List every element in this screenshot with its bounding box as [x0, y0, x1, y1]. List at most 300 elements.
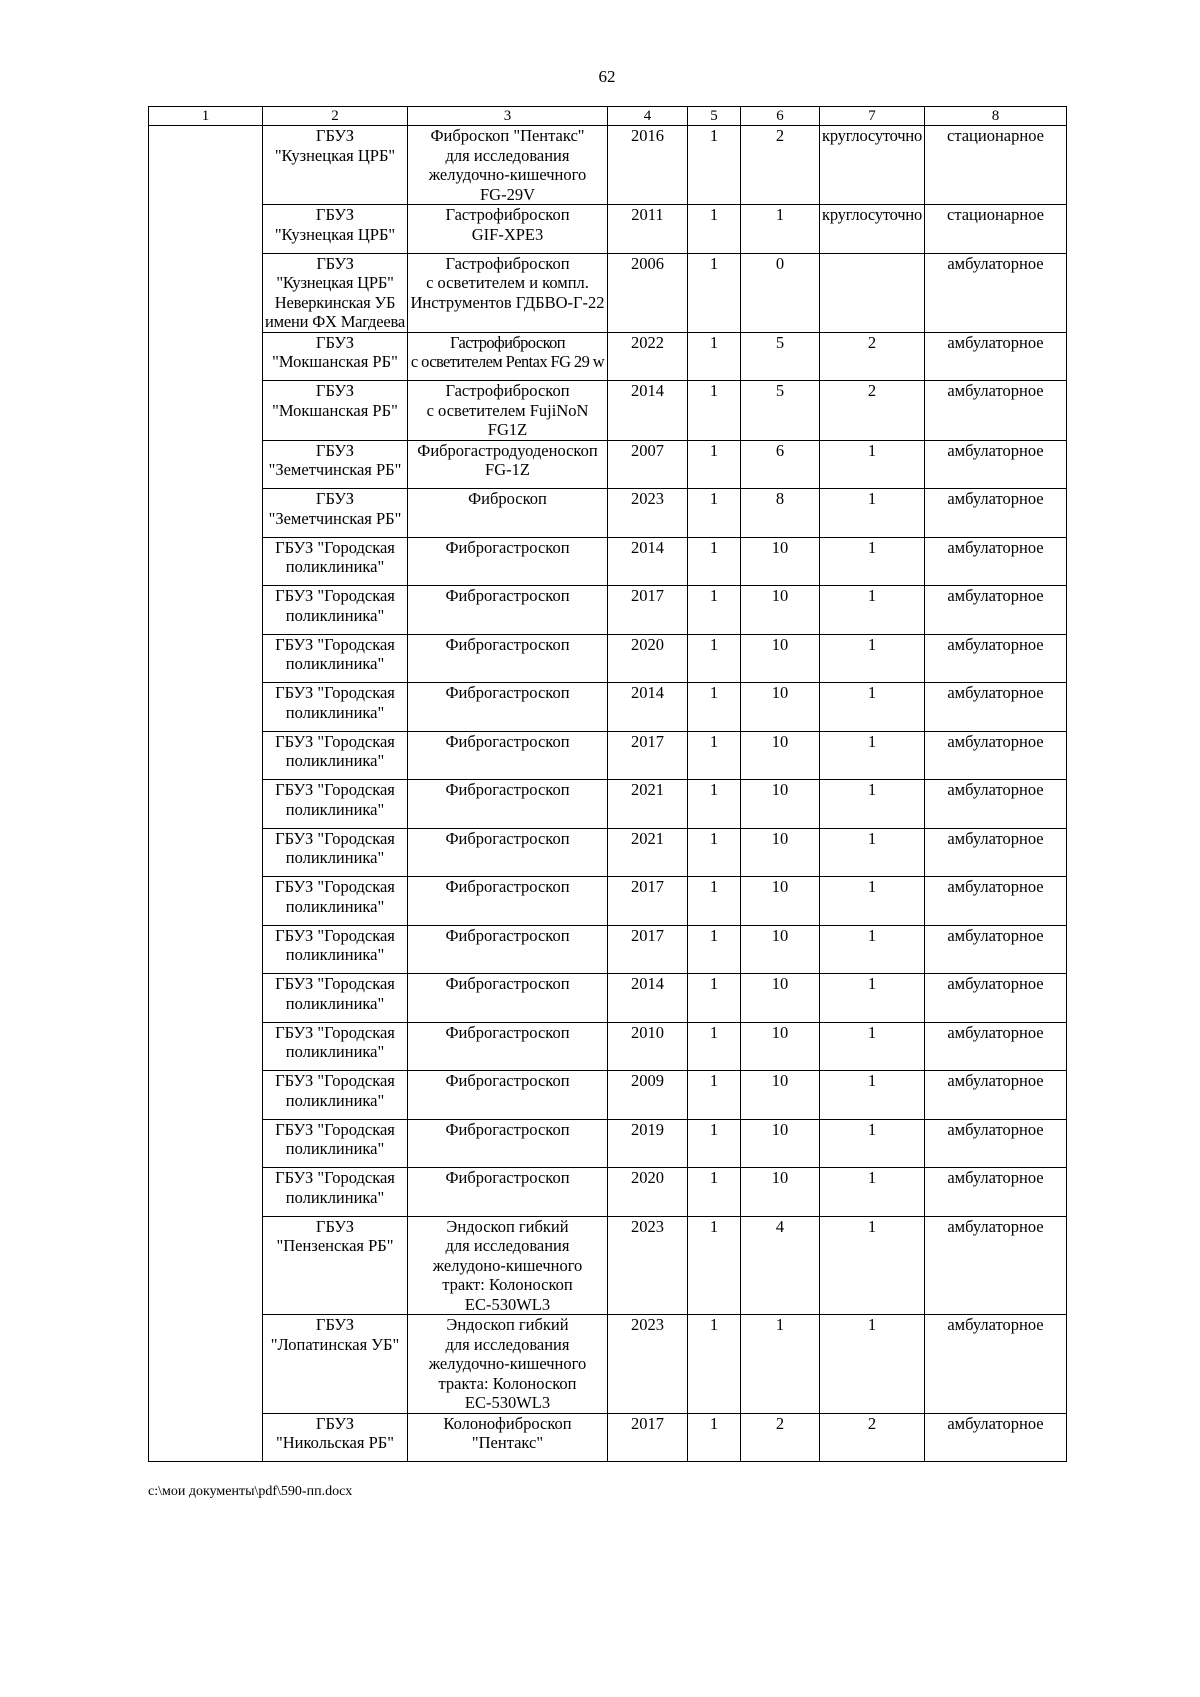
year-cell	[608, 253, 688, 332]
col7-cell	[820, 1071, 925, 1120]
col6-cell-text: 10	[771, 586, 789, 605]
year-cell	[608, 877, 688, 926]
organization-cell	[263, 1168, 408, 1217]
col6-cell	[741, 974, 820, 1023]
year-cell	[608, 683, 688, 732]
table-row	[149, 1022, 1067, 1071]
page-number: 62	[598, 67, 616, 86]
header-cell-3: 3	[408, 107, 608, 126]
col5-cell	[688, 126, 741, 205]
equipment-cell-text: Гастрофиброскоп с осветителем и компл. Инструментов ГДБВО-Г-22	[410, 253, 605, 312]
year-cell	[608, 586, 688, 635]
equipment-cell	[408, 925, 608, 974]
col6-cell	[741, 1022, 820, 1071]
table-row	[149, 537, 1067, 586]
col8-cell-text: стационарное	[947, 205, 1044, 224]
year-cell	[608, 126, 688, 205]
header-cell-6: 6	[741, 107, 820, 126]
col7-cell	[820, 1216, 925, 1315]
col5-cell	[688, 1413, 741, 1462]
col7-cell	[820, 634, 925, 683]
col6-cell	[741, 537, 820, 586]
col6-cell	[741, 1413, 820, 1462]
col5-cell	[688, 537, 741, 586]
year-cell-text: 2017	[631, 877, 664, 896]
col6-cell	[741, 925, 820, 974]
organization-cell	[263, 974, 408, 1023]
equipment-cell	[408, 877, 608, 926]
col6-cell-text: 10	[771, 634, 789, 654]
table-row	[149, 828, 1067, 877]
equipment-cell	[408, 1119, 608, 1168]
organization-cell	[263, 828, 408, 877]
year-cell	[608, 974, 688, 1023]
col6-cell-text: 4	[775, 1216, 785, 1236]
organization-cell	[263, 126, 408, 205]
col5-cell	[688, 731, 741, 780]
col7-cell	[820, 489, 925, 538]
organization-cell-text: ГБУЗ "Никольская РБ"	[276, 1413, 394, 1452]
col8-cell	[925, 1119, 1067, 1168]
organization-cell	[263, 440, 408, 489]
col6-cell-text: 10	[771, 537, 789, 557]
col6-cell-text: 10	[771, 1168, 789, 1187]
col8-cell	[925, 126, 1067, 205]
col7-cell-text: 1	[867, 731, 877, 751]
col8-cell-text: амбулаторное	[947, 381, 1044, 400]
table-row	[149, 332, 1067, 381]
col6-cell-text: 0	[775, 253, 785, 273]
organization-cell	[263, 205, 408, 254]
equipment-cell	[408, 440, 608, 489]
col6-cell-text: 2	[775, 1413, 785, 1433]
table-row	[149, 253, 1067, 332]
equipment-cell	[408, 828, 608, 877]
equipment-cell	[408, 489, 608, 538]
table-row	[149, 1119, 1067, 1168]
organization-cell	[263, 1315, 408, 1414]
equipment-cell-text: Фиброгастроскоп	[445, 731, 570, 751]
col8-cell-text: амбулаторное	[947, 253, 1044, 273]
organization-cell-text: ГБУЗ "Лопатинская УБ"	[270, 1315, 400, 1354]
col8-cell-text: амбулаторное	[947, 440, 1044, 460]
table-row	[149, 205, 1067, 254]
year-cell-text: 2023	[631, 489, 664, 508]
col6-cell	[741, 332, 820, 381]
col8-cell	[925, 877, 1067, 926]
col5-cell-text: 1	[709, 1168, 719, 1187]
organization-cell-text: ГБУЗ "Городская поликлиника"	[275, 683, 395, 722]
table-row	[149, 1315, 1067, 1414]
year-cell	[608, 1022, 688, 1071]
col8-cell	[925, 1022, 1067, 1071]
equipment-cell	[408, 1413, 608, 1462]
year-cell	[608, 489, 688, 538]
organization-cell-text: ГБУЗ "Городская поликлиника"	[275, 828, 395, 867]
col8-cell-text: амбулаторное	[947, 634, 1044, 654]
table-body	[149, 126, 1067, 1462]
equipment-cell-text: Фиброгастроскоп	[445, 634, 570, 654]
organization-cell-text: ГБУЗ "Городская поликлиника"	[275, 537, 395, 576]
equipment-cell-text: Эндоскоп гибкий для исследования желудоно-кишечного тракт: Колоноскоп EC-530WL3	[432, 1216, 583, 1314]
col7-cell	[820, 1168, 925, 1217]
col7-cell	[820, 126, 925, 205]
year-cell	[608, 1168, 688, 1217]
col8-cell-text: амбулаторное	[947, 925, 1044, 945]
col7-cell	[820, 731, 925, 780]
col6-cell-text: 8	[775, 489, 785, 508]
col6-cell	[741, 1216, 820, 1315]
col6-cell	[741, 731, 820, 780]
organization-cell	[263, 1119, 408, 1168]
year-cell-text: 2020	[631, 1168, 664, 1187]
col6-cell-text: 6	[775, 440, 785, 460]
year-cell	[608, 1119, 688, 1168]
col5-cell-text: 1	[709, 381, 719, 400]
col5-cell	[688, 1071, 741, 1120]
header-cell-8: 8	[925, 107, 1067, 126]
equipment-cell-text: Фиброгастроскоп	[445, 974, 570, 993]
organization-cell	[263, 683, 408, 732]
year-cell	[608, 731, 688, 780]
year-cell	[608, 634, 688, 683]
col7-cell-text: 1	[867, 780, 877, 799]
organization-cell	[263, 1413, 408, 1462]
col6-cell-text: 10	[771, 1119, 789, 1139]
table-row	[149, 126, 1067, 205]
col5-cell-text: 1	[709, 537, 719, 557]
col7-cell-text: 1	[867, 1315, 877, 1334]
year-cell-text: 2011	[631, 205, 664, 224]
equipment-cell-text: Фиброскоп "Пентакс" для исследования желудочно-кишечного FG-29V	[428, 126, 587, 204]
organization-cell	[263, 1022, 408, 1071]
table-row	[149, 586, 1067, 635]
col7-cell	[820, 780, 925, 829]
col7-cell-text: круглосуточно	[822, 205, 923, 224]
col5-cell-text: 1	[709, 253, 719, 273]
col7-cell-text: 1	[867, 974, 877, 993]
equipment-cell	[408, 586, 608, 635]
col5-cell	[688, 877, 741, 926]
col6-cell-text: 5	[775, 381, 785, 400]
col6-cell	[741, 126, 820, 205]
col5-cell-text: 1	[709, 1022, 719, 1042]
equipment-cell-text: Гастрофиброскоп с осветителем Pentax FG 29 w	[410, 332, 605, 371]
col7-cell-text: 2	[867, 1413, 877, 1433]
organization-cell	[263, 731, 408, 780]
organization-cell-text: ГБУЗ "Городская поликлиника"	[275, 634, 395, 673]
organization-cell	[263, 253, 408, 332]
col7-cell-text: 1	[867, 925, 877, 945]
organization-cell-text: ГБУЗ "Городская поликлиника"	[275, 1022, 395, 1061]
col8-cell-text: амбулаторное	[947, 828, 1044, 848]
col8-cell	[925, 731, 1067, 780]
header-cell-2: 2	[263, 107, 408, 126]
header-cell-7: 7	[820, 107, 925, 126]
col8-cell	[925, 1216, 1067, 1315]
organization-cell-text: ГБУЗ "Кузнецкая ЦРБ"	[274, 205, 396, 244]
col5-cell	[688, 205, 741, 254]
equipment-cell-text: Фиброгастроскоп	[445, 537, 570, 557]
col6-cell-text: 10	[771, 1022, 789, 1042]
organization-cell	[263, 586, 408, 635]
col6-cell-text: 1	[775, 205, 785, 224]
col5-cell-text: 1	[709, 1119, 719, 1139]
col8-cell-text: амбулаторное	[947, 1413, 1044, 1433]
col8-cell	[925, 1168, 1067, 1217]
col8-cell-text: амбулаторное	[947, 974, 1044, 993]
col1-merged-cell	[149, 126, 263, 1462]
col8-cell	[925, 1315, 1067, 1414]
year-cell-text: 2017	[631, 731, 664, 751]
col8-cell-text: амбулаторное	[947, 586, 1044, 605]
table-row	[149, 1413, 1067, 1462]
year-cell-text: 2014	[631, 683, 664, 702]
footer-file-path: c:\мои документы\pdf\590-пп.docx	[148, 1484, 353, 1499]
year-cell-text: 2021	[631, 828, 664, 848]
organization-cell-text: ГБУЗ "Городская поликлиника"	[275, 731, 395, 770]
year-cell-text: 2006	[631, 253, 664, 273]
col5-cell	[688, 1315, 741, 1414]
table-row	[149, 440, 1067, 489]
organization-cell	[263, 877, 408, 926]
col7-cell-text: 1	[867, 586, 877, 605]
equipment-cell-text: Колонофиброскоп "Пентакс"	[443, 1413, 572, 1452]
table-row	[149, 780, 1067, 829]
equipment-cell	[408, 537, 608, 586]
header-cell-1: 1	[149, 107, 263, 126]
col7-cell	[820, 1022, 925, 1071]
year-cell-text: 2014	[631, 381, 664, 400]
year-cell-text: 2009	[631, 1071, 664, 1090]
col5-cell-text: 1	[709, 1413, 719, 1433]
table-row	[149, 925, 1067, 974]
table-row	[149, 381, 1067, 441]
equipment-cell	[408, 1071, 608, 1120]
col7-cell	[820, 683, 925, 732]
col5-cell	[688, 1168, 741, 1217]
col6-cell	[741, 780, 820, 829]
col8-cell-text: амбулаторное	[947, 1315, 1044, 1334]
table-header	[149, 107, 1067, 126]
table-row	[149, 634, 1067, 683]
table-row	[149, 731, 1067, 780]
col6-cell	[741, 877, 820, 926]
col5-cell	[688, 1022, 741, 1071]
col8-cell	[925, 332, 1067, 381]
col8-cell	[925, 440, 1067, 489]
col6-cell-text: 10	[771, 877, 789, 896]
col8-cell	[925, 586, 1067, 635]
col8-cell	[925, 634, 1067, 683]
equipment-cell	[408, 1216, 608, 1315]
year-cell-text: 2017	[631, 1413, 664, 1433]
table-row	[149, 877, 1067, 926]
year-cell	[608, 1413, 688, 1462]
col7-cell-text: 1	[867, 537, 877, 557]
organization-cell-text: ГБУЗ "Городская поликлиника"	[275, 780, 395, 819]
equipment-cell-text: Фиброгастроскоп	[445, 877, 570, 896]
col7-cell	[820, 925, 925, 974]
col6-cell-text: 10	[771, 780, 789, 799]
year-cell-text: 2023	[631, 1216, 664, 1236]
col7-cell	[820, 586, 925, 635]
organization-cell-text: ГБУЗ "Земетчинская РБ"	[268, 489, 402, 528]
col8-cell-text: амбулаторное	[947, 1168, 1044, 1187]
equipment-cell	[408, 1168, 608, 1217]
col6-cell	[741, 489, 820, 538]
equipment-cell	[408, 974, 608, 1023]
col6-cell-text: 2	[775, 126, 785, 145]
equipment-cell-text: Фиброгастроскоп	[445, 828, 570, 848]
header-cell-5: 5	[688, 107, 741, 126]
col7-cell-text: 1	[867, 1071, 877, 1090]
year-cell	[608, 780, 688, 829]
col8-cell-text: стационарное	[947, 126, 1044, 145]
equipment-cell	[408, 780, 608, 829]
col6-cell	[741, 634, 820, 683]
equipment-cell-text: Фиброгастроскоп	[445, 1168, 570, 1187]
col8-cell	[925, 683, 1067, 732]
col8-cell	[925, 205, 1067, 254]
col8-cell-text: амбулаторное	[947, 683, 1044, 702]
col6-cell	[741, 1071, 820, 1120]
col7-cell-text: 2	[867, 332, 877, 352]
col5-cell	[688, 489, 741, 538]
col5-cell-text: 1	[709, 780, 719, 799]
year-cell-text: 2010	[631, 1022, 664, 1042]
col5-cell-text: 1	[709, 974, 719, 993]
equipment-cell	[408, 1022, 608, 1071]
year-cell-text: 2022	[631, 332, 664, 352]
col8-cell	[925, 925, 1067, 974]
col5-cell-text: 1	[709, 126, 719, 145]
col5-cell-text: 1	[709, 683, 719, 702]
col6-cell	[741, 586, 820, 635]
col6-cell	[741, 683, 820, 732]
col5-cell	[688, 253, 741, 332]
col6-cell-text: 1	[775, 1315, 785, 1334]
organization-cell	[263, 780, 408, 829]
equipment-cell-text: Фиброгастроскоп	[445, 586, 570, 605]
col5-cell	[688, 440, 741, 489]
year-cell-text: 2014	[631, 974, 664, 993]
organization-cell	[263, 1216, 408, 1315]
col5-cell-text: 1	[709, 877, 719, 896]
col5-cell-text: 1	[709, 731, 719, 751]
equipment-cell-text: Гастрофиброскоп GIF-XPE3	[445, 205, 570, 244]
col5-cell-text: 1	[709, 489, 719, 508]
col8-cell-text: амбулаторное	[947, 877, 1044, 896]
year-cell	[608, 205, 688, 254]
col6-cell-text: 10	[771, 925, 789, 945]
col5-cell	[688, 925, 741, 974]
organization-cell-text: ГБУЗ "Мокшанская РБ"	[272, 381, 398, 420]
col7-cell	[820, 828, 925, 877]
col5-cell-text: 1	[709, 1071, 719, 1090]
col5-cell	[688, 586, 741, 635]
equipment-cell-text: Фиброгастроскоп	[445, 925, 570, 945]
col7-cell-text: 1	[867, 1216, 877, 1236]
col5-cell	[688, 1119, 741, 1168]
col6-cell	[741, 381, 820, 441]
col8-cell-text: амбулаторное	[947, 780, 1044, 799]
col8-cell	[925, 1071, 1067, 1120]
col8-cell-text: амбулаторное	[947, 1071, 1044, 1090]
col6-cell-text: 10	[771, 828, 789, 848]
col7-cell	[820, 332, 925, 381]
organization-cell	[263, 537, 408, 586]
equipment-cell	[408, 126, 608, 205]
col7-cell	[820, 537, 925, 586]
col5-cell-text: 1	[709, 1216, 719, 1236]
col5-cell	[688, 381, 741, 441]
year-cell-text: 2019	[631, 1119, 664, 1139]
col6-cell	[741, 828, 820, 877]
organization-cell	[263, 634, 408, 683]
equipment-cell	[408, 634, 608, 683]
equipment-cell	[408, 381, 608, 441]
col8-cell-text: амбулаторное	[947, 1022, 1044, 1042]
equipment-cell-text: Гастрофиброскоп с осветителем FujiNoN FG1Z	[426, 381, 589, 439]
col7-cell-text: 1	[867, 440, 877, 460]
col5-cell-text: 1	[709, 925, 719, 945]
col7-cell	[820, 877, 925, 926]
table-row	[149, 1168, 1067, 1217]
organization-cell-text: ГБУЗ "Городская поликлиника"	[275, 1119, 395, 1158]
col7-cell-text: 1	[867, 489, 877, 508]
organization-cell	[263, 925, 408, 974]
organization-cell-text: ГБУЗ "Кузнецкая ЦРБ" Неверкинская УБ имени ФХ Магдеева	[265, 253, 405, 331]
col6-cell	[741, 1168, 820, 1217]
col5-cell	[688, 683, 741, 732]
col6-cell-text: 10	[771, 974, 789, 993]
col8-cell	[925, 381, 1067, 441]
organization-cell	[263, 489, 408, 538]
equipment-cell-text: Фиброгастроскоп	[445, 683, 570, 702]
col8-cell	[925, 489, 1067, 538]
header-cell-4: 4	[608, 107, 688, 126]
col7-cell	[820, 1119, 925, 1168]
col7-cell-text: 1	[867, 683, 877, 702]
equipment-cell	[408, 205, 608, 254]
col5-cell	[688, 780, 741, 829]
col5-cell	[688, 332, 741, 381]
col7-cell-text: 1	[867, 1168, 877, 1187]
organization-cell-text: ГБУЗ "Пензенская РБ"	[276, 1216, 394, 1255]
year-cell	[608, 537, 688, 586]
col8-cell	[925, 974, 1067, 1023]
equipment-cell-text: Фиброгастроскоп	[445, 1071, 570, 1090]
col7-cell	[820, 253, 925, 332]
year-cell	[608, 332, 688, 381]
col8-cell-text: амбулаторное	[947, 332, 1044, 352]
col5-cell	[688, 828, 741, 877]
equipment-cell-text: Фиброскоп	[468, 489, 547, 508]
table-row	[149, 1071, 1067, 1120]
col7-cell	[820, 974, 925, 1023]
col6-cell	[741, 205, 820, 254]
equipment-table	[148, 106, 1067, 1462]
organization-cell-text: ГБУЗ "Городская поликлиника"	[275, 877, 395, 916]
col5-cell	[688, 634, 741, 683]
col8-cell	[925, 253, 1067, 332]
organization-cell-text: ГБУЗ "Городская поликлиника"	[275, 1071, 395, 1110]
col7-cell-text: 1	[867, 1022, 877, 1042]
organization-cell	[263, 381, 408, 441]
equipment-cell	[408, 1315, 608, 1414]
year-cell-text: 2007	[631, 440, 664, 460]
